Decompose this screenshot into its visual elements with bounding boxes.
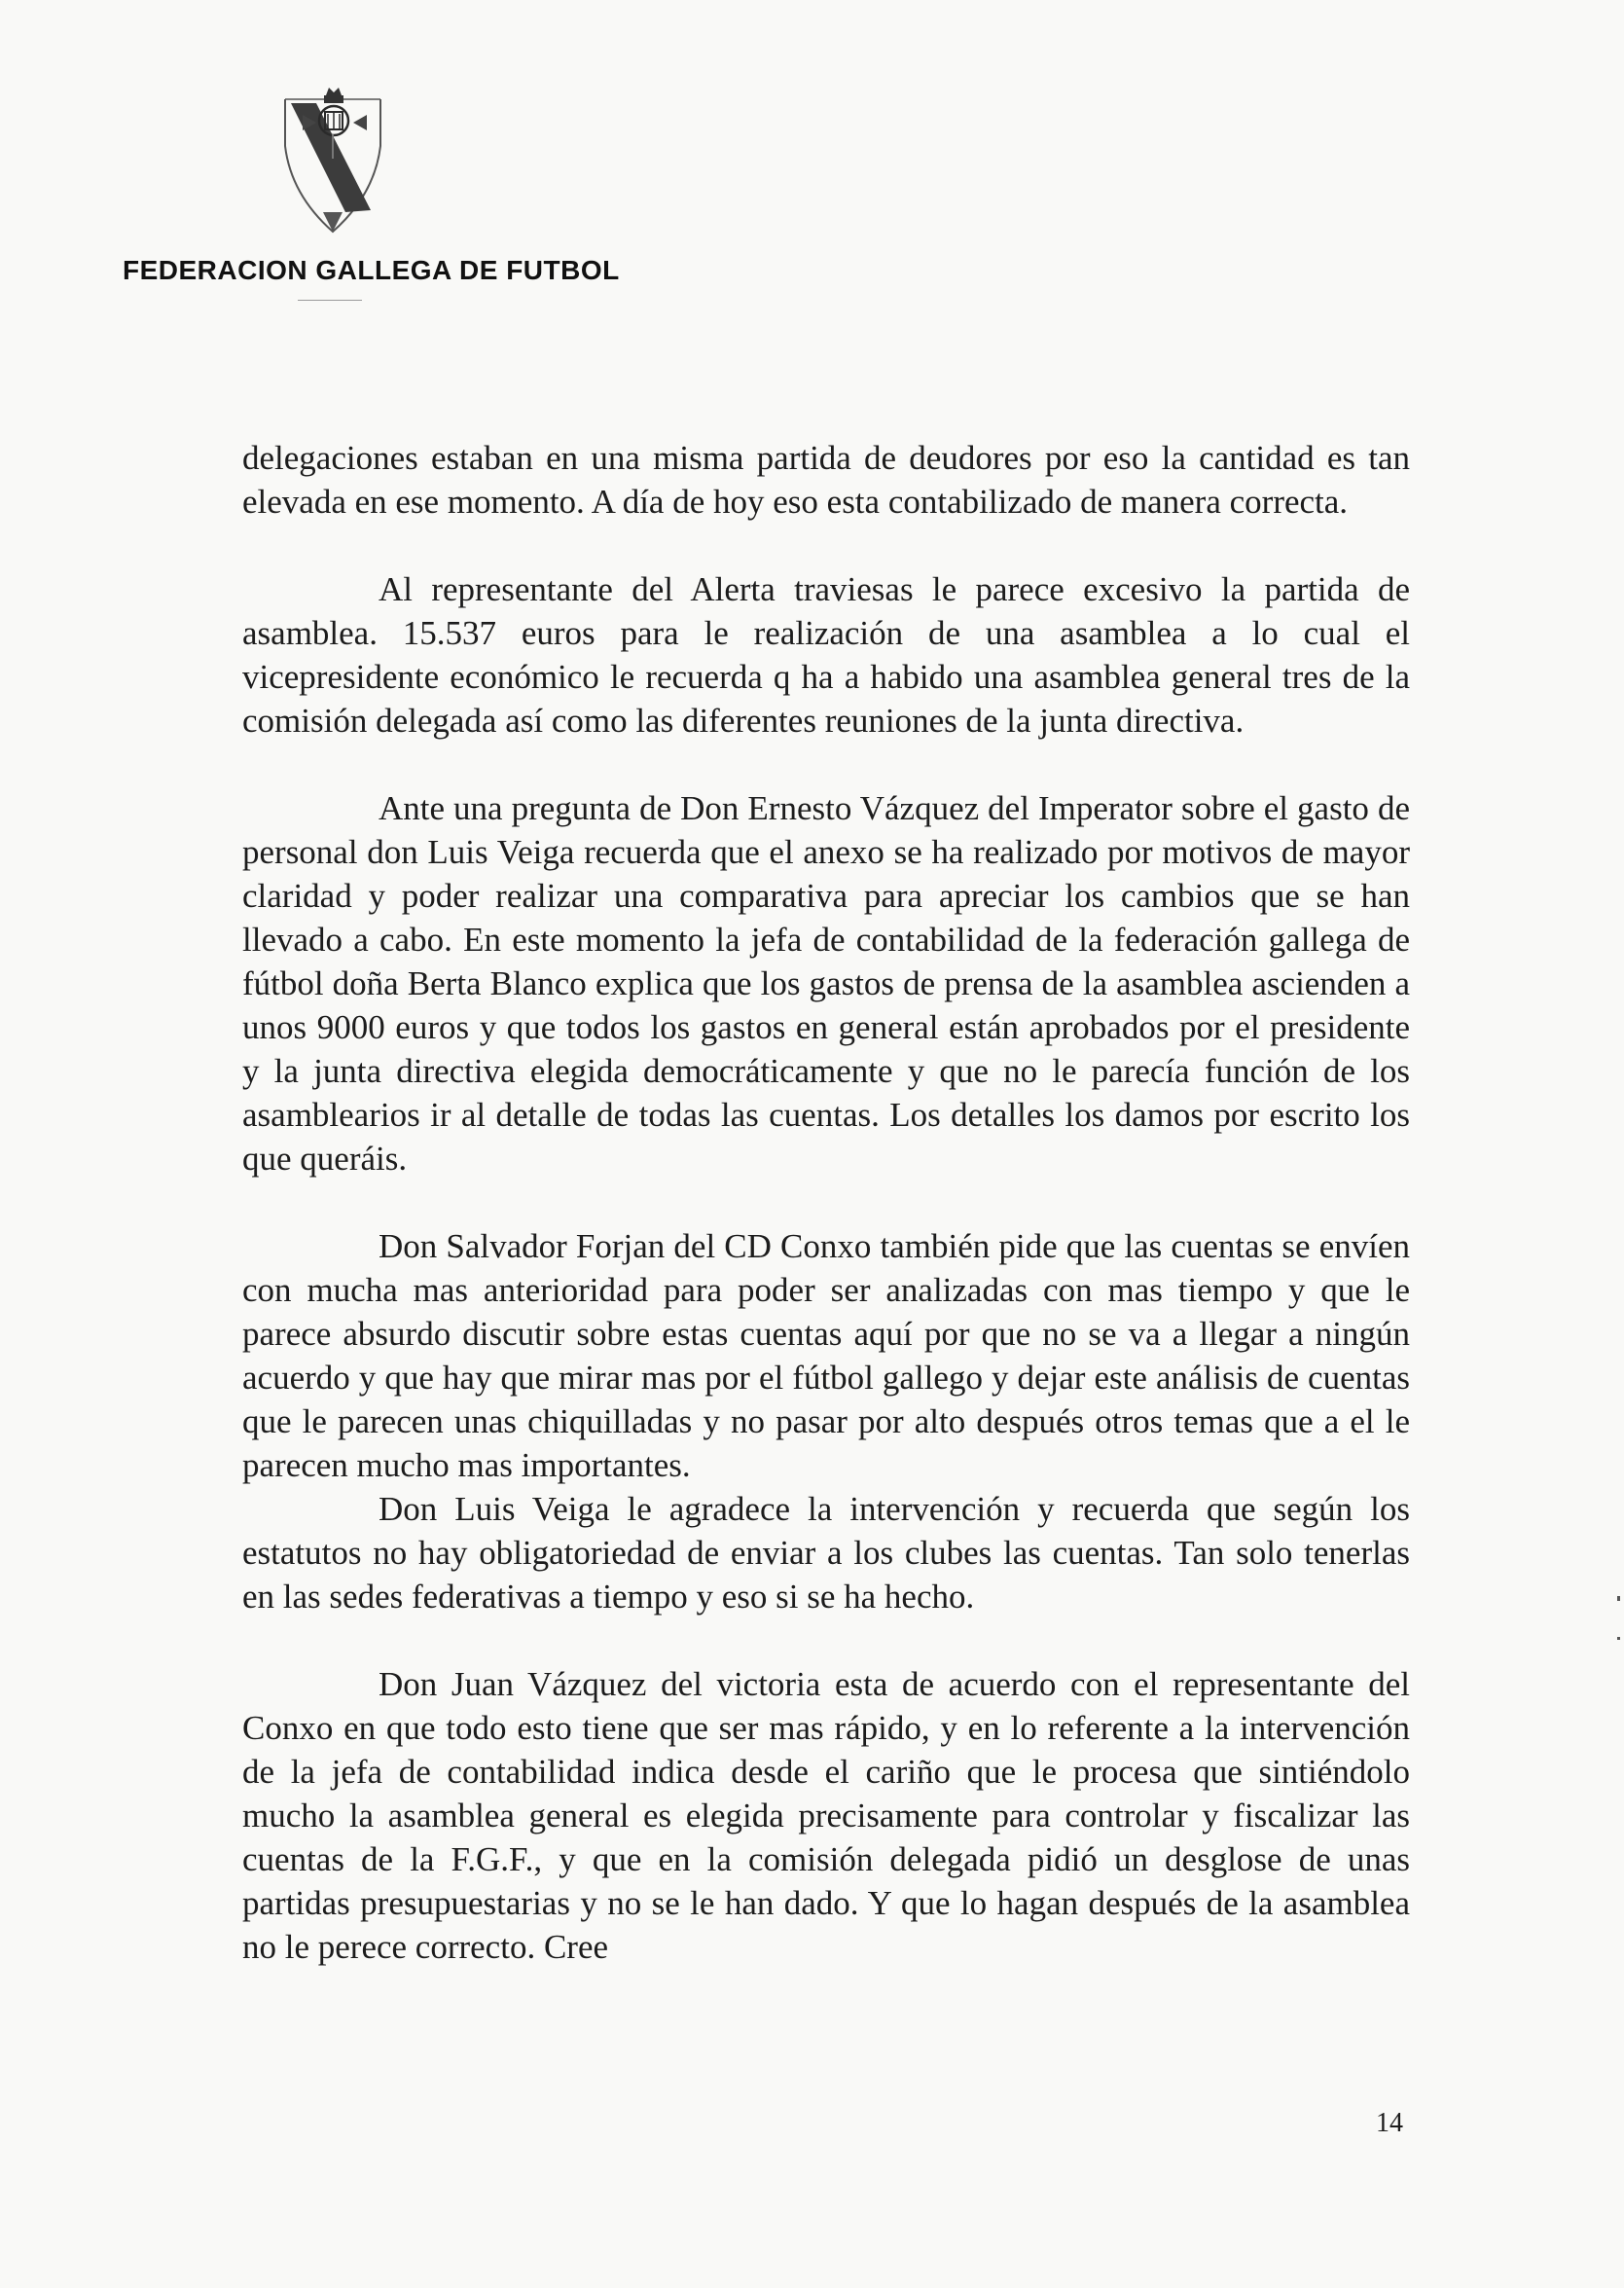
- header-rule: [298, 300, 362, 301]
- document-body: [242, 436, 1410, 1969]
- paragraph-6: Don Juan Vázquez del victoria esta de acuerdo con el representante del Conxo en que todo esto tiene que ser mas rápido, y en lo referente a la intervención de la jefa de contabilidad indica desde el cariño que le procesa que sintiéndolo mucho la asamblea general es elegida precisamente para controlar y fiscalizar las cuentas de la F.G.F., y que en la comisión delegada pidió un desglose de unas partidas presupuestarias y no se le han dado. Y que lo hagan después de la asamblea no le perece correcto. Cree: [242, 1665, 1410, 1966]
- organization-name: FEDERACION GALLEGA DE FUTBOL: [123, 255, 620, 285]
- page-number: 14: [1376, 2108, 1403, 2138]
- paragraph-4: Don Salvador Forjan del CD Conxo también pide que las cuentas se envíen con mucha mas anterioridad para poder ser analizadas con mas tiempo y que le parece absurdo discutir sobre estas cuentas aquí por que no se va a llegar a ningún acuerdo y que hay que mirar mas por el fútbol gallego y dejar este análisis de cuentas que le parecen unas chiquilladas y no pasar por alto después otros temas que a el le parecen mucho mas importantes.: [242, 1227, 1410, 1484]
- scan-edge-mark: [1617, 1596, 1620, 1601]
- paragraph-1: delegaciones estaban en una misma partida de deudores por eso la cantidad es tan elevada en ese momento. A día de hoy eso esta contabilizado de manera correcta.: [242, 439, 1410, 521]
- paragraph-5: Don Luis Veiga le agradece la intervención y recuerda que según los estatutos no hay obligatoriedad de enviar a los clubes las cuentas. Tan solo tenerlas en las sedes federativas a tiempo y eso si se ha hecho.: [242, 1490, 1410, 1616]
- scan-edge-mark: [1617, 1637, 1620, 1640]
- paragraph-2: Al representante del Alerta traviesas le parece excesivo la partida de asamblea. 15.537 euros para le realización de una asamblea a lo cual el vicepresidente económico le recuerda q ha a habido una asamblea general tres de la comisión delegada así como las diferentes reuniones de la junta directiva.: [242, 570, 1410, 740]
- federation-crest-logo: [277, 86, 389, 234]
- paragraph-3: Ante una pregunta de Don Ernesto Vázquez del Imperator sobre el gasto de personal don Luis Veiga recuerda que el anexo se ha realizado por motivos de mayor claridad y poder realizar una comparativa para apreciar los cambios que se han llevado a cabo. En este momento la jefa de contabilidad de la federación gallega de fútbol doña Berta Blanco explica que los gastos de prensa de la asamblea ascienden a unos 9000 euros y que todos los gastos en general están aprobados por el presidente y la junta directiva elegida democráticamente y que no le parecía función de los asamblearios ir al detalle de todas las cuentas. Los detalles los damos por escrito los que queráis.: [242, 789, 1410, 1178]
